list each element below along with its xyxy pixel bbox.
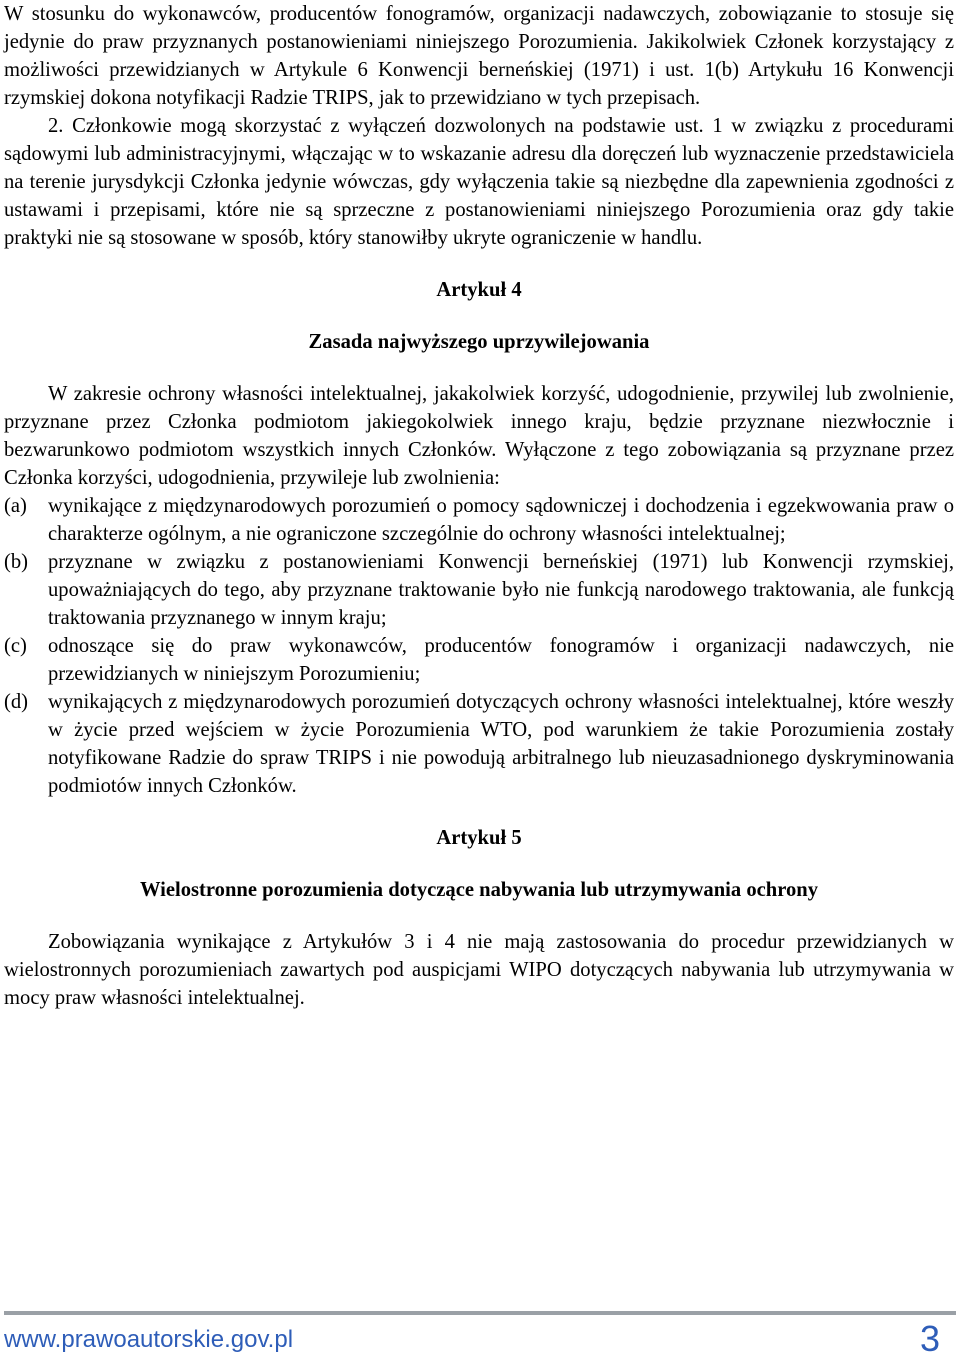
article-5-body: Zobowiązania wynikające z Artykułów 3 i 4 nie mają zastosowania do procedur przewidzianych w wielostronnych porozumieniach zawartych pod auspicjami WIPO dotyczących nabywania lub utrzymywania w mocy praw własności intelektualnej. xyxy=(4,931,954,1009)
footer-website-link[interactable]: www.prawoautorskie.gov.pl xyxy=(4,1326,294,1353)
list-item xyxy=(4,492,954,548)
article-4-body: W zakresie ochrony własności intelektualnej, jakakolwiek korzyść, udogodnienie, przywilej lub zwolnienie, przyznane przez Członka podmiotom jakiegokolwiek innego kraju, będzie przyznane niezwłocznie i bezwarunkowo podmiotom wszystkich innych Członków. Wyłączone z tego zobowiązania są przyznane przez Członka korzyści, udogodnienia, przywileje lub zwolnienia: xyxy=(4,383,954,489)
list-item xyxy=(4,548,954,632)
list-item-text: przyznane w związku z postanowieniami Konwencji berneńskiej (1971) lub Konwencji rzymskiej, upoważniających do tego, aby przyznane traktowanie było nie funkcją narodowego traktowania, ale funkcją traktowania przyznanego w innym kraju; xyxy=(48,551,954,629)
list-item-marker: (a) xyxy=(4,495,27,517)
document-page xyxy=(4,0,954,1012)
list-item xyxy=(4,688,954,800)
article-5-subtitle: Wielostronne porozumienia dotyczące nabywania lub utrzymywania ochrony xyxy=(139,879,819,901)
article-4-subtitle: Zasada najwyższego uprzywilejowania xyxy=(308,331,650,353)
list-item-text: wynikające z międzynarodowych porozumień o pomocy sądowniczej i dochodzenia i egzekwowania praw o charakterze ogólnym, a nie ograniczone szczególnie do ochrony własności intelektualnej; xyxy=(48,495,954,545)
list-item-text: wynikających z międzynarodowych porozumień dotyczących ochrony własności intelektualnej, które weszły w życie przed wejściem w życie Porozumienia WTO, pod warunkiem że takie Porozumienia zostały notyfikowane Radzie do spraw TRIPS i nie powodują arbitralnego lub nieuzasadnionego dyskryminowania podmiotów innych Członków. xyxy=(48,691,954,797)
intro-paragraph-2: 2. Członkowie mogą skorzystać z wyłączeń dozwolonych na podstawie ust. 1 w związku z procedurami sądowymi lub administracyjnymi, włączając w to wskazanie adresu dla doręczeń lub wyznaczenie przedstawiciela na terenie jurysdykcji Członka jedynie wówczas, gdy wyłączenia takie są niezbędne dla zapewnienia zgodności z ustawami i przepisami, które nie są sprzeczne z postanowieniami niniejszego Porozumienia oraz gdy takie praktyki nie są stosowane w sposób, który stanowiłby ukryte ograniczenie w handlu. xyxy=(4,115,954,249)
article-4-title: Artykuł 4 xyxy=(436,279,522,301)
list-item-text: odnoszące się do praw wykonawców, producentów fonogramów i organizacji nadawczych, nie przewidzianych w niniejszym Porozumieniu; xyxy=(48,635,954,685)
list-item xyxy=(4,632,954,688)
list-item-marker: (d) xyxy=(4,691,29,713)
list-item-marker: (b) xyxy=(4,551,29,573)
intro-paragraph-1: W stosunku do wykonawców, producentów fonogramów, organizacji nadawczych, zobowiązanie to stosuje się jedynie do praw przyznanych postanowieniami niniejszego Porozumienia. Jakikolwiek Członek korzystający z możliwości przewidzianych w Artykule 6 Konwencji berneńskiej (1971) i ust. 1(b) Artykułu 16 Konwencji rzymskiej dokona notyfikacji Radzie TRIPS, jak to przewidziano w tych przepisach. xyxy=(4,3,954,109)
page-number: 3 xyxy=(919,1318,940,1359)
article-4-exceptions-list xyxy=(4,492,954,800)
footer-divider xyxy=(4,1311,956,1315)
article-5-title: Artykuł 5 xyxy=(436,827,522,849)
list-item-marker: (c) xyxy=(4,635,27,657)
